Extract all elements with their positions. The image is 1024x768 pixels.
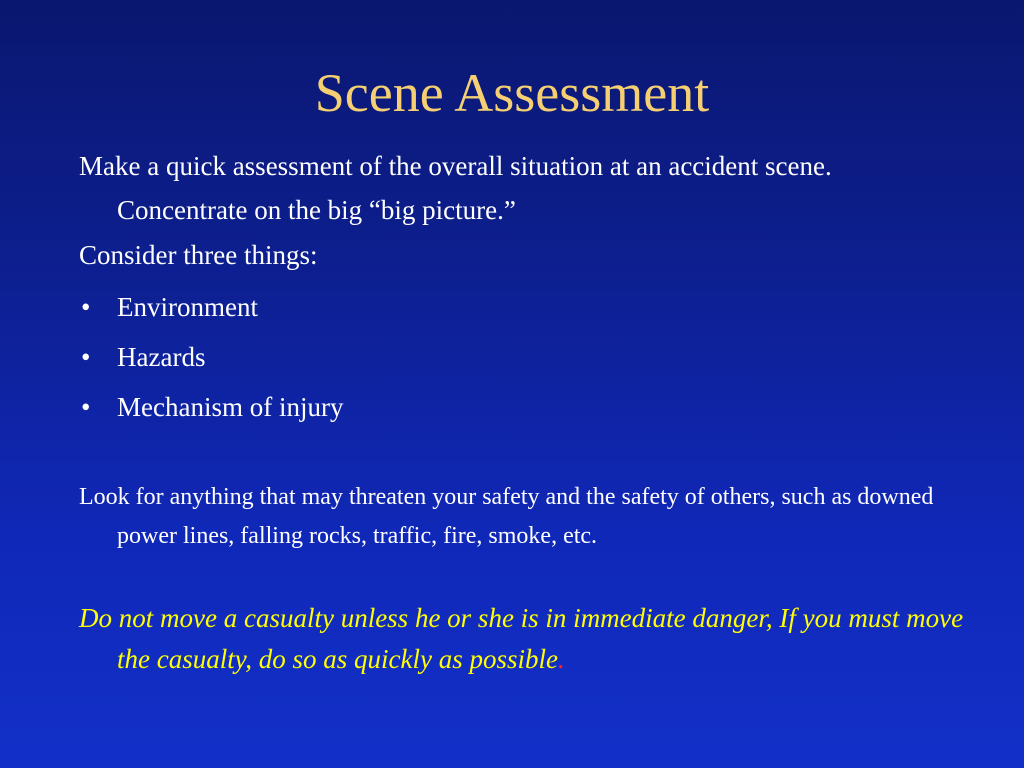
slide-title: Scene Assessment [314,63,710,123]
bullet-dot: • [81,392,91,422]
bullet-label: Environment [117,292,258,322]
warning-text: Do not move a casualty unless he or she is in immediate danger, If you must move the casualty, do so as quickly as possible [79,603,964,674]
bullet-label: Mechanism of injury [117,392,344,422]
bullet-item-environment [79,282,343,332]
bullet-list [79,282,343,432]
intro-paragraph: Make a quick assessment of the overall situation at an accident scene. Concentrate on the big “big picture.” [79,151,832,225]
bullet-dot: • [81,342,91,372]
safety-paragraph: Look for anything that may threaten your safety and the safety of others, such as downed power lines, falling rocks, traffic, fire, smoke, etc. [79,484,934,549]
warning-paragraph [79,598,967,680]
bullet-label: Hazards [117,342,206,372]
bullet-dot: • [81,292,91,322]
bullet-item-mechanism-of-injury [79,382,343,432]
warning-period: . [557,644,565,674]
bullet-item-hazards [79,332,343,382]
consider-label: Consider three things: [79,240,318,270]
